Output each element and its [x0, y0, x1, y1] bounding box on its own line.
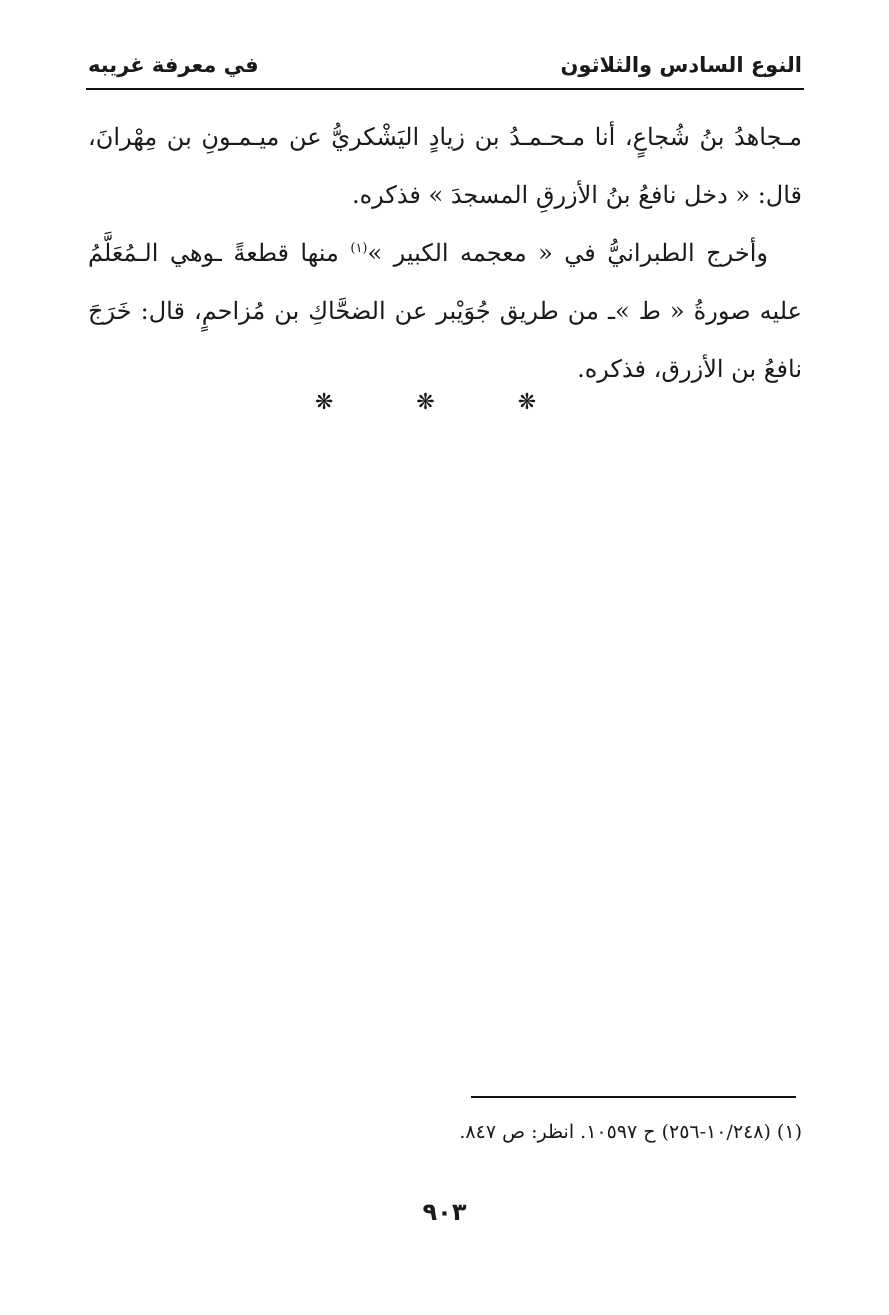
chapter-title: النوع السادس والثلاثون: [560, 53, 802, 77]
footnote: (١) (١٠/٢٤٨-٢٥٦) ح ١٠٥٩٧. انظر: ص ٨٤٧.: [459, 1121, 802, 1143]
paragraph-2: [88, 224, 802, 398]
page-number: ٩٠٣: [422, 1198, 467, 1226]
section-separator-asterisks: ❋ ❋ ❋: [314, 390, 575, 415]
section-title: في معرفة غريبه: [88, 53, 259, 77]
footnote-reference: (١): [350, 241, 368, 256]
paragraph-1: مـجاهدُ بنُ شُجاعٍ، أنا مـحـمـدُ بن زيادٍ اليَشْكريُّ عن ميـمـونِ بن مِهْرانَ، قال: « دخل نافعُ بنُ الأزرقِ المسجدَ » فذكره.: [88, 123, 803, 209]
paragraph-2-part-2: منها قطعةً ـوهي الـمُعَلَّمُ عليه صورةُ « ط »ـ من طريق جُوَيْبر عن الضحَّاكِ بن مُزاحمٍ، قال: خَرَجَ نافعُ بن الأزرق، فذكره.: [88, 239, 803, 383]
paragraph-2-part-1: وأخرج الطبرانيُّ في « معجمه الكبير »: [367, 239, 768, 267]
header-divider: [86, 88, 804, 90]
main-text: [88, 108, 802, 398]
running-header: [88, 42, 802, 88]
footnote-divider: [471, 1096, 796, 1098]
